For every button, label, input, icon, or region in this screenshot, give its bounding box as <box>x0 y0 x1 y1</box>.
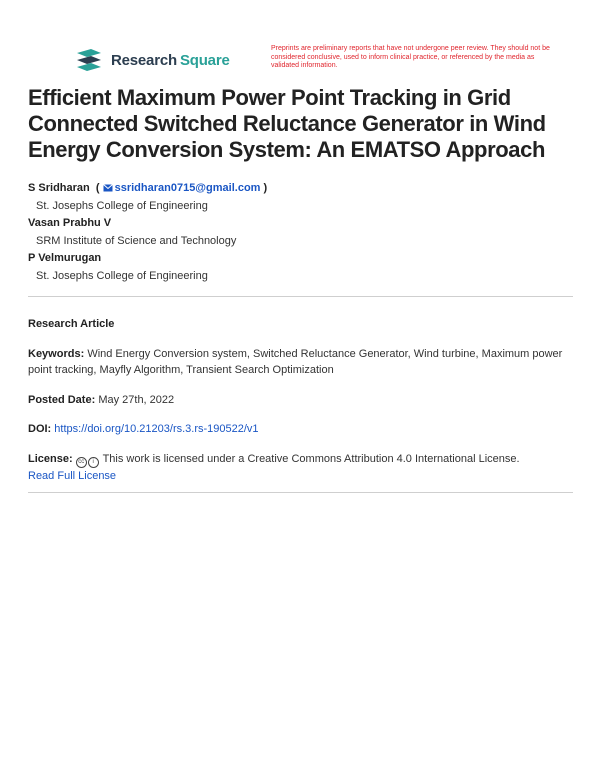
keywords <box>28 346 563 378</box>
author-affiliation: St. Josephs College of Engineering <box>36 200 208 212</box>
divider <box>28 492 573 493</box>
posted-date-value: May 27th, 2022 <box>98 394 175 406</box>
article-type-label: Research Article <box>28 318 115 330</box>
research-square-logo-icon <box>75 48 103 72</box>
keywords-value: Wind Energy Conversion system, Switched Reluctance Generator, Wind turbine, Maximum power point tracking, Mayfly Algorithm, Transient Search Optimization <box>28 348 563 376</box>
preprint-disclaimer: Preprints are preliminary reports that have not undergone peer review. They should not be considered conclusive, used to inform clinical practice, or referenced by the media as validated information. <box>271 45 550 69</box>
license <box>28 451 563 484</box>
header <box>75 45 550 76</box>
research-square-logo[interactable] <box>75 48 230 72</box>
author-name-text: S Sridharan <box>28 182 90 194</box>
envelope-icon <box>103 184 113 192</box>
logo-word-square: Square <box>179 51 230 69</box>
doi-link[interactable]: https://doi.org/10.21203/rs.3.rs-190522/v1 <box>54 423 259 435</box>
license-label: License: <box>28 453 73 465</box>
read-full-license-link[interactable]: Read Full License <box>28 470 117 482</box>
article-type <box>28 316 563 332</box>
author-email-link[interactable] <box>103 182 261 194</box>
author-affiliation: SRM Institute of Science and Technology <box>36 235 237 247</box>
author-name: S Sridharan ( ssridharan0715@gmail.com ) <box>28 182 268 194</box>
author-email-text: ssridharan0715@gmail.com <box>114 182 261 194</box>
logo-text <box>111 52 230 69</box>
cc-icon: cc <box>76 457 87 468</box>
posted-date-label: Posted Date: <box>28 394 96 406</box>
author-affiliation: St. Josephs College of Engineering <box>36 270 208 282</box>
author-name: P Velmurugan <box>28 252 102 264</box>
license-text: This work is licensed under a Creative Commons Attribution 4.0 International License. <box>102 453 520 465</box>
doi <box>28 421 563 437</box>
author-name: Vasan Prabhu V <box>28 217 112 229</box>
cc-by-icon: i <box>88 457 99 468</box>
author-list <box>28 180 568 285</box>
logo-word-research: Research <box>111 51 177 69</box>
doi-label: DOI: <box>28 423 52 435</box>
divider <box>28 296 573 297</box>
keywords-label: Keywords: <box>28 348 85 360</box>
posted-date <box>28 392 563 408</box>
paper-title: Efficient Maximum Power Point Tracking in Grid Connected Switched Reluctance Generator in Wind Energy Conversion System: An EMATSO Approach <box>28 85 546 162</box>
